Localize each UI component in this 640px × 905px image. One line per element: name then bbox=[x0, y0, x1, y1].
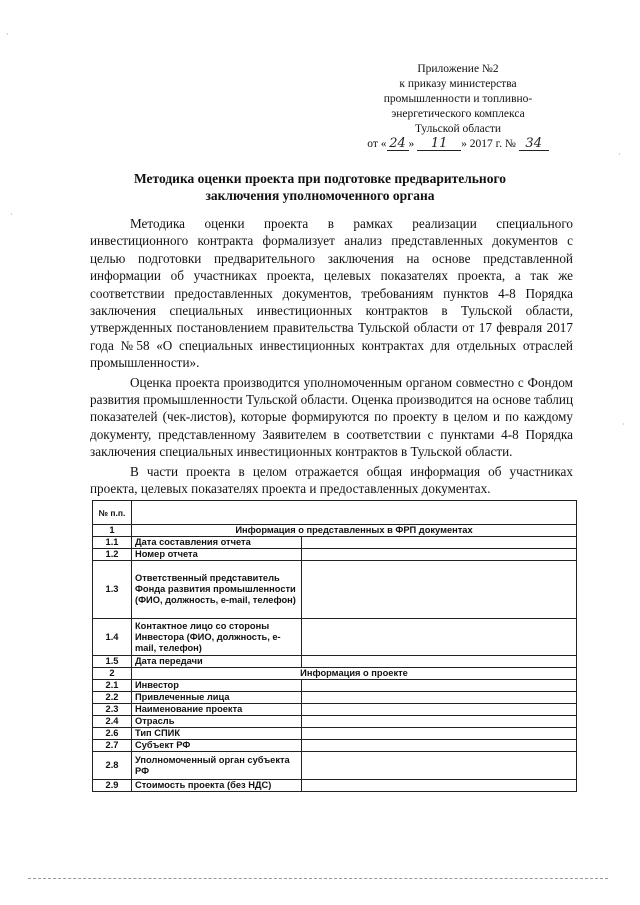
appendix-line-1: Приложение №2 bbox=[417, 63, 499, 75]
checklist-table bbox=[92, 500, 577, 792]
row-num: 1.4 bbox=[93, 619, 132, 656]
row-label: Ответственный представитель Фонда развития промышленности (ФИО, должность, e-mail, телефон) bbox=[132, 561, 302, 619]
row-value bbox=[302, 680, 577, 692]
appendix-line-2: к приказу министерства bbox=[399, 78, 517, 90]
scan-noise: · bbox=[622, 420, 625, 429]
table-row bbox=[93, 692, 577, 704]
row-num: 1.1 bbox=[93, 537, 132, 549]
row-num: 2.2 bbox=[93, 692, 132, 704]
document-body bbox=[90, 215, 573, 498]
row-label: Дата составления отчета bbox=[132, 537, 302, 549]
row-value bbox=[302, 752, 577, 780]
order-number: 34 bbox=[519, 138, 549, 151]
section-1-num: 1 bbox=[93, 525, 132, 537]
table-row bbox=[93, 780, 577, 792]
section-2-title: Информация о проекте bbox=[132, 668, 577, 680]
title-line-1: Методика оценки проекта при подготовке предварительного bbox=[133, 171, 507, 186]
header-empty-cell bbox=[132, 501, 577, 525]
row-label: Стоимость проекта (без НДС) bbox=[132, 780, 302, 792]
row-num: 2.4 bbox=[93, 716, 132, 728]
row-value bbox=[302, 619, 577, 656]
row-value bbox=[302, 549, 577, 561]
date-sep: » bbox=[408, 138, 418, 150]
scan-edge-line bbox=[28, 878, 608, 879]
row-num: 1.5 bbox=[93, 656, 132, 668]
row-num: 2.6 bbox=[93, 728, 132, 740]
scan-noise: · bbox=[10, 210, 13, 219]
row-label: Субъект РФ bbox=[132, 740, 302, 752]
title-line-2: заключения уполномоченного органа bbox=[205, 188, 435, 203]
row-label: Наименование проекта bbox=[132, 704, 302, 716]
date-month: 11 bbox=[417, 138, 461, 151]
date-day: 24 bbox=[387, 138, 409, 151]
paragraph-2: Оценка проекта производится уполномоченным органом совместно с Фондом развития промышленности Тульской области. Оценка производится на основе таблиц показателей (чек-листов), которые формируются по проекту в целом и по каждому документу, представленному Заявителем в соответствии с пунктами 4-8 Порядка заключения специальных инвестиционных контрактов в Тульской области. bbox=[90, 374, 573, 460]
scan-noise: · bbox=[618, 150, 621, 159]
table-row bbox=[93, 656, 577, 668]
paragraph-1: Методика оценки проекта в рамках реализации специального инвестиционного контракта формализует анализ представленных документов с целью подготовки предварительного заключения на основе представленной информации об участниках проекта, целевых показателях проекта, а так же соответствии предоставленных документов, требованиям пунктов 4-8 Порядка заключения специальных инвестиционных контрактов в Тульской области, утвержденных постановлением правительства Тульской области от 17 февраля 2017 года №58 «О специальных инвестиционных контрактах для отдельных отраслей промышленности». bbox=[90, 216, 573, 371]
row-value bbox=[302, 704, 577, 716]
section-1-title: Информация о представленных в ФРП документах bbox=[132, 525, 577, 537]
table-row bbox=[93, 716, 577, 728]
row-value bbox=[302, 537, 577, 549]
table-header-row bbox=[93, 501, 577, 525]
row-num: 2.7 bbox=[93, 740, 132, 752]
row-label: Уполномоченный орган субъекта РФ bbox=[132, 752, 302, 780]
row-num: 2.3 bbox=[93, 704, 132, 716]
row-num: 2.9 bbox=[93, 780, 132, 792]
table-row bbox=[93, 728, 577, 740]
row-value bbox=[302, 692, 577, 704]
table-row bbox=[93, 619, 577, 656]
row-num: 1.3 bbox=[93, 561, 132, 619]
section-1-row bbox=[93, 525, 577, 537]
paragraph-3: В части проекта в целом отражается общая информация об участниках проекта, целевых показателях проекта и предоставленных документах. bbox=[90, 463, 573, 497]
appendix-line-5: Тульской области bbox=[414, 123, 501, 135]
row-label: Номер отчета bbox=[132, 549, 302, 561]
table-row bbox=[93, 740, 577, 752]
section-2-num: 2 bbox=[93, 668, 132, 680]
row-num: 1.2 bbox=[93, 549, 132, 561]
row-label: Тип СПИК bbox=[132, 728, 302, 740]
row-label: Дата передачи bbox=[132, 656, 302, 668]
table-row bbox=[93, 704, 577, 716]
row-label: Отрасль bbox=[132, 716, 302, 728]
row-value bbox=[302, 780, 577, 792]
appendix-line-4: энергетического комплекса bbox=[391, 108, 525, 120]
date-prefix: от « bbox=[367, 138, 387, 150]
section-2-row bbox=[93, 668, 577, 680]
row-label: Контактное лицо со стороны Инвестора (ФИО, должность, e-mail, телефон) bbox=[132, 619, 302, 656]
row-value bbox=[302, 716, 577, 728]
document-title bbox=[90, 170, 550, 204]
appendix-header bbox=[358, 62, 558, 152]
row-value bbox=[302, 740, 577, 752]
row-label: Привлеченные лица bbox=[132, 692, 302, 704]
appendix-line-3: промышленности и топливно- bbox=[383, 93, 533, 105]
table-row bbox=[93, 549, 577, 561]
scan-noise: · bbox=[6, 30, 9, 39]
row-value bbox=[302, 561, 577, 619]
row-value bbox=[302, 656, 577, 668]
row-num: 2.8 bbox=[93, 752, 132, 780]
table-row bbox=[93, 537, 577, 549]
table-row bbox=[93, 561, 577, 619]
table-row bbox=[93, 680, 577, 692]
date-year: » 2017 г. № bbox=[461, 138, 519, 150]
appendix-date-line bbox=[358, 137, 558, 152]
header-num-cell: № п.п. bbox=[93, 501, 132, 525]
row-value bbox=[302, 728, 577, 740]
table-row bbox=[93, 752, 577, 780]
row-label: Инвестор bbox=[132, 680, 302, 692]
row-num: 2.1 bbox=[93, 680, 132, 692]
